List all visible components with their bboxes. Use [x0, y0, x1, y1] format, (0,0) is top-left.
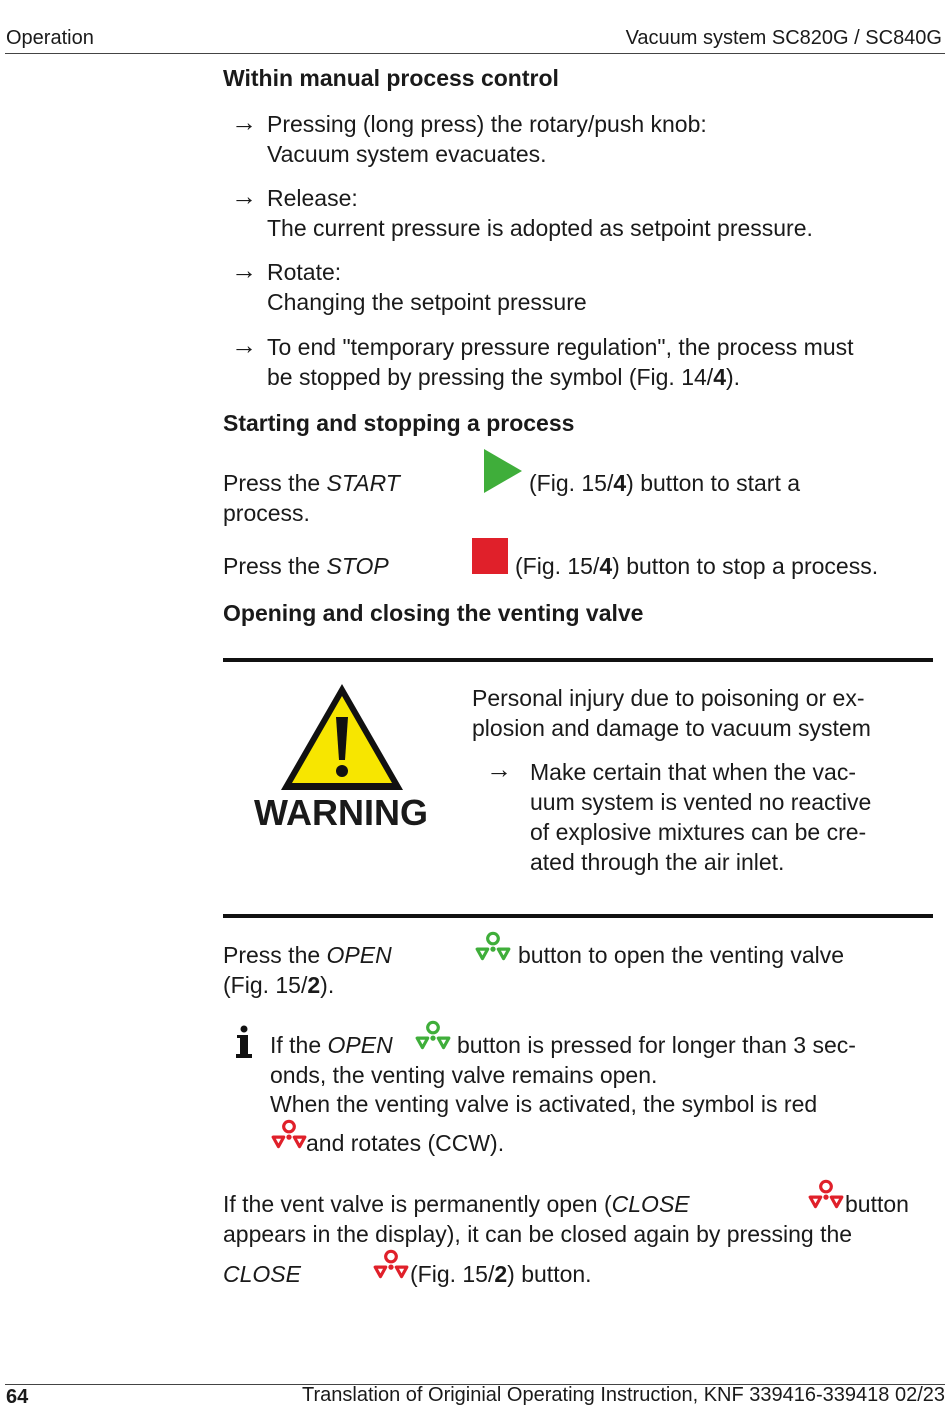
header-right: Vacuum system SC820G / SC840G: [625, 27, 942, 49]
manual-step-1: Pressing (long press) the rotary/push knob: Vacuum system evacuates.: [267, 111, 707, 167]
arrow-right-icon: →: [231, 255, 257, 285]
vent-fan-icon[interactable]: [474, 930, 512, 964]
stop-fig-text: (Fig. 15/4) button to stop a process.: [515, 553, 879, 579]
stop-text: Press the STOP: [223, 553, 389, 579]
play-icon[interactable]: [484, 449, 524, 493]
arrow-right-icon: →: [231, 330, 257, 360]
manual-step-4: To end "temporary pressure regulation", the process must be stopped by pressing the symbol (Fig. 14/4).: [267, 334, 854, 390]
close-line-1-post: button: [845, 1191, 909, 1217]
warning-bottom-rule: [223, 914, 933, 918]
arrow-right-icon: →: [231, 107, 257, 137]
info-line-3: When the venting valve is activated, the symbol is red: [270, 1091, 818, 1117]
header-divider: [5, 53, 945, 54]
info-line-1-post: button is pressed for longer than 3 sec-: [457, 1032, 856, 1058]
info-line-1: If the OPEN: [270, 1032, 393, 1058]
close-line-1: If the vent valve is permanently open (CLOSE: [223, 1191, 690, 1217]
info-icon: [234, 1025, 254, 1059]
arrow-right-icon: →: [231, 181, 257, 211]
vent-fan-icon: [270, 1118, 308, 1152]
open-post-text: button to open the venting valve: [518, 942, 845, 968]
warning-triangle-icon: [278, 681, 406, 793]
vent-fan-icon[interactable]: [372, 1248, 410, 1282]
manual-step-3: Rotate: Changing the setpoint pressure: [267, 259, 587, 315]
section-title-start-stop: Starting and stopping a process: [223, 410, 575, 436]
vent-fan-icon[interactable]: [807, 1178, 845, 1212]
warning-action: Make certain that when the vac- uum system is vented no reactive of explosive mixtures can be cre- ated through the air inlet.: [530, 759, 872, 875]
manual-step-2: Release: The current pressure is adopted as setpoint pressure.: [267, 185, 813, 241]
start-fig-text: (Fig. 15/4) button to start a: [529, 470, 801, 496]
footer-text: Translation of Originial Operating Instruction, KNF 339416-339418 02/23: [302, 1384, 945, 1406]
info-line-4: and rotates (CCW).: [306, 1130, 505, 1156]
start-text: Press the START process.: [223, 470, 400, 526]
warning-heading: Personal injury due to poisoning or ex- plosion and damage to vacuum system: [472, 685, 871, 741]
info-line-2: onds, the venting valve remains open.: [270, 1062, 658, 1088]
stop-icon[interactable]: [472, 538, 508, 574]
section-title-manual: Within manual process control: [223, 65, 559, 91]
warning-label: WARNING: [254, 792, 428, 833]
vent-fan-icon: [414, 1019, 452, 1053]
open-text: Press the OPEN (Fig. 15/2).: [223, 942, 392, 998]
arrow-right-icon: →: [486, 754, 512, 784]
section-title-venting: Opening and closing the venting valve: [223, 600, 644, 626]
close-line-2: appears in the display), it can be closed again by pressing the: [223, 1221, 853, 1247]
close-word: CLOSE: [223, 1261, 301, 1287]
page-number: 64: [6, 1386, 29, 1408]
warning-top-rule: [223, 658, 933, 662]
close-line-3: (Fig. 15/2) button.: [410, 1261, 592, 1287]
header-left: Operation: [6, 27, 94, 49]
